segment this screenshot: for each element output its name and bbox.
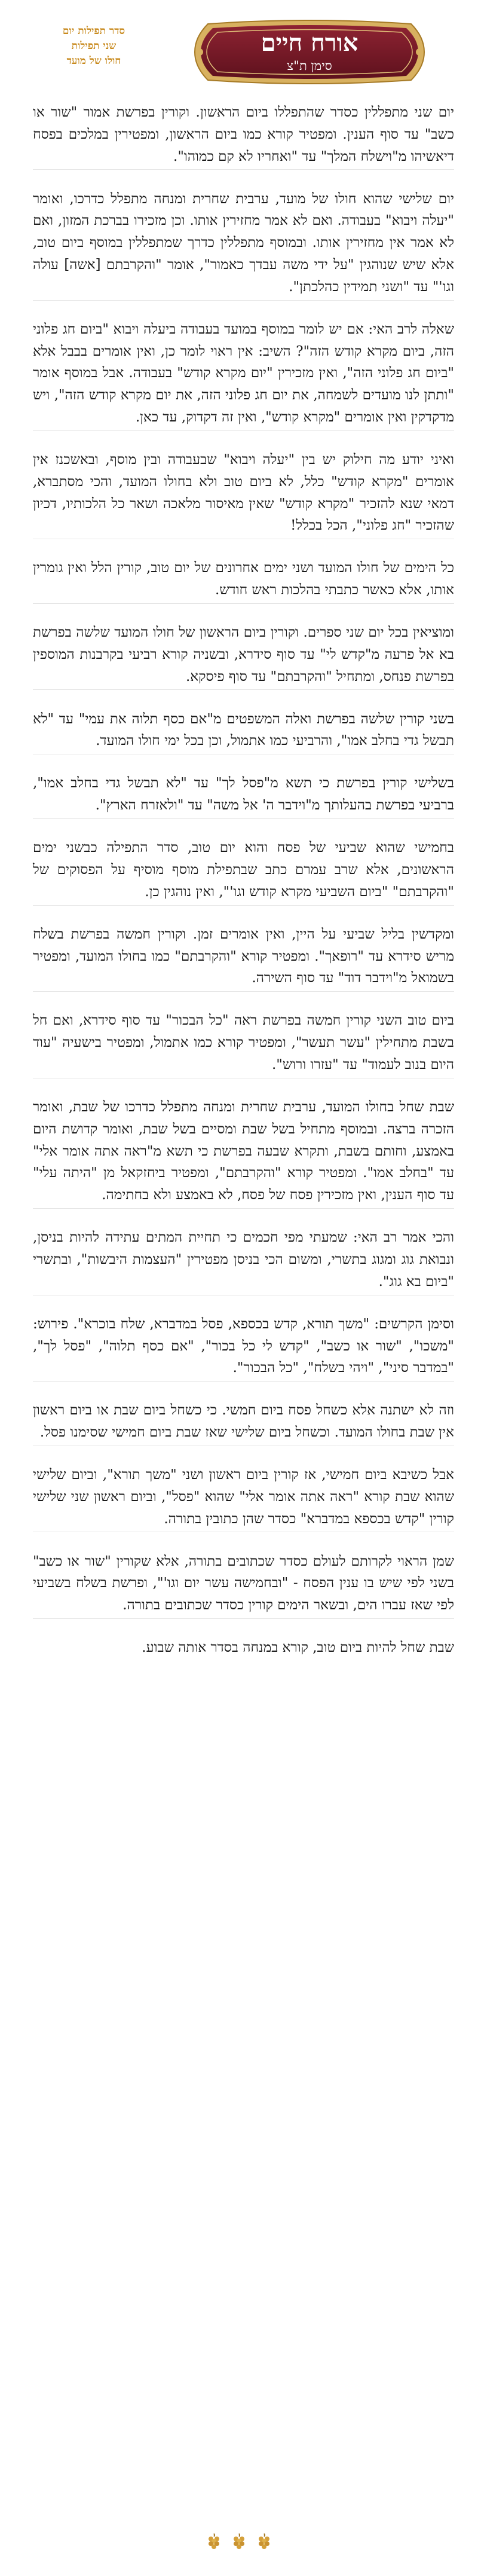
paragraph: והכי אמר רב האי: שמעתי מפי חכמים כי תחיית המתים עתידה להיות בניסן, ונבואת גוג ומגוג בתשרי, ומשום הכי בניסן מפטירין "העצמות היבשות", ובתשרי "ביום בא גוג". bbox=[33, 1227, 454, 1295]
paragraph: ומקדשין בליל שביעי על היין, ואין אומרים זמן. וקורין חמשה בפרשת בשלח מריש סידרא עד "רופאך". ומפטיר קורא "והקרבתם" כמו בחולו המועד, ומפטיר בשמואל מ"וידבר דוד" עד סוף השירה. bbox=[33, 924, 454, 992]
paragraph: ואיני יודע מה חילוק יש בין "יעלה ויבוא" שבעבודה ובין מוסף, ובאשכנז אין אומרים "מקרא קודש" כלל, לא ביום טוב ולא בחולו המועד, והכי מסתברא, דמאי שנא להזכיר "מקרא קודש" שאין מאיסור מלאכה ושאר כל הלכותיו, דכיון שהזכיר "חג פלוני", הכל בכלל! bbox=[33, 449, 454, 539]
grape-cluster-icon bbox=[206, 2532, 222, 2556]
paragraph: ומוציאין בכל יום שני ספרים. וקורין ביום הראשון של חולו המועד שלשה בפרשת בא אל פרעה מ"קדש לי" עד סוף סידרא, ובשניה קורא רביעי בקרבנות המוספין בפרשת פנחס, ומתחיל "והקרבתם" עד סוף פיסקא. bbox=[33, 622, 454, 690]
footer-ornament bbox=[0, 2532, 478, 2556]
page-title: אורח חיים bbox=[261, 29, 358, 57]
paragraph: יום שלישי שהוא חולו של מועד, ערבית שחרית ומנחה מתפלל כדרכו, ואומר "יעלה ויבוא" בעבודה. ואם לא אמר מחזירין אותו. וכן מזכירו בברכת המזון, ואם לא אמר אין מחזירין אותו. ובמוסף מתפללין כדרך שמתפללין במוסף ביום טוב, אלא שיש שנוהגין "על ידי משה עבדך כאמור", אומר "והקרבתם [אשה] עולה וגו'" עד "ושני תמידין כהלכתן". bbox=[33, 188, 454, 301]
paragraph: וסימן הקרשים: "משך תורא, קדש בכספא, פסל במדברא, שלח בוכרא". פירוש: "משכו", "שור או כשב", "קדש לי כל בכור", "אם כסף תלוה", "פסל לך", "במדבר סיני", "ויהי בשלח", "כל הבכור". bbox=[33, 1313, 454, 1382]
paragraph: יום שני מתפללין כסדר שהתפללו ביום הראשון. וקורין בפרשת אמור "שור או כשב" עד סוף הענין. ומפטיר קורא כמו ביום הראשון, ומפטירין במלכים בפסח דיאשיהו מ"וישלח המלך" עד "ואחריו לא קם כמוהו". bbox=[33, 102, 454, 170]
section-note-line: שני תפילות bbox=[71, 40, 117, 52]
title-banner bbox=[190, 19, 429, 85]
paragraph: שבת שחל בחולו המועד, ערבית שחרית ומנחה מתפלל כדרכו של שבת, ואומר הזכרה ברצה. ובמוסף מתחיל בשל שבת ומסיים בשל שבת, ואומר קדושת היום באמצע, וחותם בשבת, ותקרא שבעה בפרשת כי תשא מ"ראה אתה אומר אלי" עד "בחלב אמו". ומפטיר קורא "והקרבתם", ומפטיר ביחזקאל מן "היתה עלי" עד סוף הענין, ואין מזכירין פסח של פסח, לא באמצע ולא בחתימה. bbox=[33, 1096, 454, 1209]
paragraph: כל הימים של חולו המועד ושני ימים אחרונים של יום טוב, קורין הלל ואין גומרין אותו, אלא כאשר כתבתי בהלכות ראש חודש. bbox=[33, 557, 454, 604]
grape-cluster-icon bbox=[231, 2532, 247, 2556]
paragraph: בחמישי שהוא שביעי של פסח והוא יום טוב, סדר התפילה כבשני ימים הראשונים, אלא שרב עמרם כתב שבתפילת מוסף מוסיף על הפסוקים של "והקרבתם" "ביום השביעי מקרא קודש וגו'", ואין נוהגין כן. bbox=[33, 837, 454, 905]
paragraph: בשלישי קורין בפרשת כי תשא מ"פסל לך" עד "לא תבשל גדי בחלב אמו", ברביעי בפרשת בהעלותך מ"וידבר ה' אל משה" עד "ולאזרח הארץ". bbox=[33, 772, 454, 819]
article-body bbox=[33, 102, 454, 1679]
paragraph: ביום טוב השני קורין חמשה בפרשת ראה "כל הבכור" עד סוף סידרא, ואם חל בשבת מתחילין "עשר תעשר", ומפטיר קורא כמו אתמול, ומפטיר בישעיה "עוד היום בנוב לעמוד" עד "עזרו ורוש". bbox=[33, 1010, 454, 1078]
section-note-line: סדר תפילות יום bbox=[62, 25, 125, 37]
section-note-line: חולו של מועד bbox=[66, 55, 121, 67]
page-header bbox=[0, 0, 478, 102]
paragraph: בשני קורין שלשה בפרשת ואלה המשפטים מ"אם כסף תלוה את עמי" עד "לא תבשל גדי בחלב אמו", והרביעי כמו אתמול, וכן בכל ימי חולו המועד. bbox=[33, 708, 454, 755]
section-note bbox=[25, 24, 163, 69]
grape-cluster-icon bbox=[256, 2532, 272, 2556]
paragraph: שאלה לרב האי: אם יש לומר במוסף במועד בעבודה ביעלה ויבוא "ביום חג פלוני הזה, ביום מקרא קודש הזה"? השיב: אין ראוי לומר כן, ואין אומרים בבבל אלא "ביום חג פלוני הזה", ואין מזכירין "יום מקרא קודש" בעבודה. אבל במוסף אומר "ותתן לנו מועדים לשמחה, את יום חג פלוני הזה, את יום מקרא קודש הזה", ויש מדקדקין ואין אומרים "מקרא קודש", ואין זה דקדוק, עד כאן. bbox=[33, 319, 454, 431]
page-subtitle: סימן ת"צ bbox=[287, 59, 332, 73]
paragraph: שבת שחל להיות ביום טוב, קורא במנחה בסדר אותה שבוע. bbox=[142, 1640, 454, 1656]
paragraph: וזה לא ישתנה אלא כשחל פסח ביום חמשי. כי כשחל ביום שבת או ביום ראשון אין שבת בחולו המועד. וכשחל ביום שלישי שאז שבת ביום חמישי שסימנו פסל. bbox=[33, 1399, 454, 1446]
paragraph: שמן הראוי לקרותם לעולם כסדר שכתובים בתורה, אלא שקורין "שור או כשב" בשני לפי שיש בו ענין הפסח - "ובחמישה עשר יום וגו'", ופרשת בשלח בשביעי לפי שאז עברו הים, ובשאר הימים קורין כסדר שכתובים בתורה. bbox=[33, 1551, 454, 1619]
paragraph: אבל כשיבא ביום חמישי, אז קורין ביום ראשון ושני "משך תורא", וביום שלישי שהוא שבת קורא "ראה אתה אומר אלי" שהוא "פסל", וביום ראשון שני שלישי קורין "קדש בכספא במדברא" כסדר שהן כתובין בתורה. bbox=[33, 1464, 454, 1532]
